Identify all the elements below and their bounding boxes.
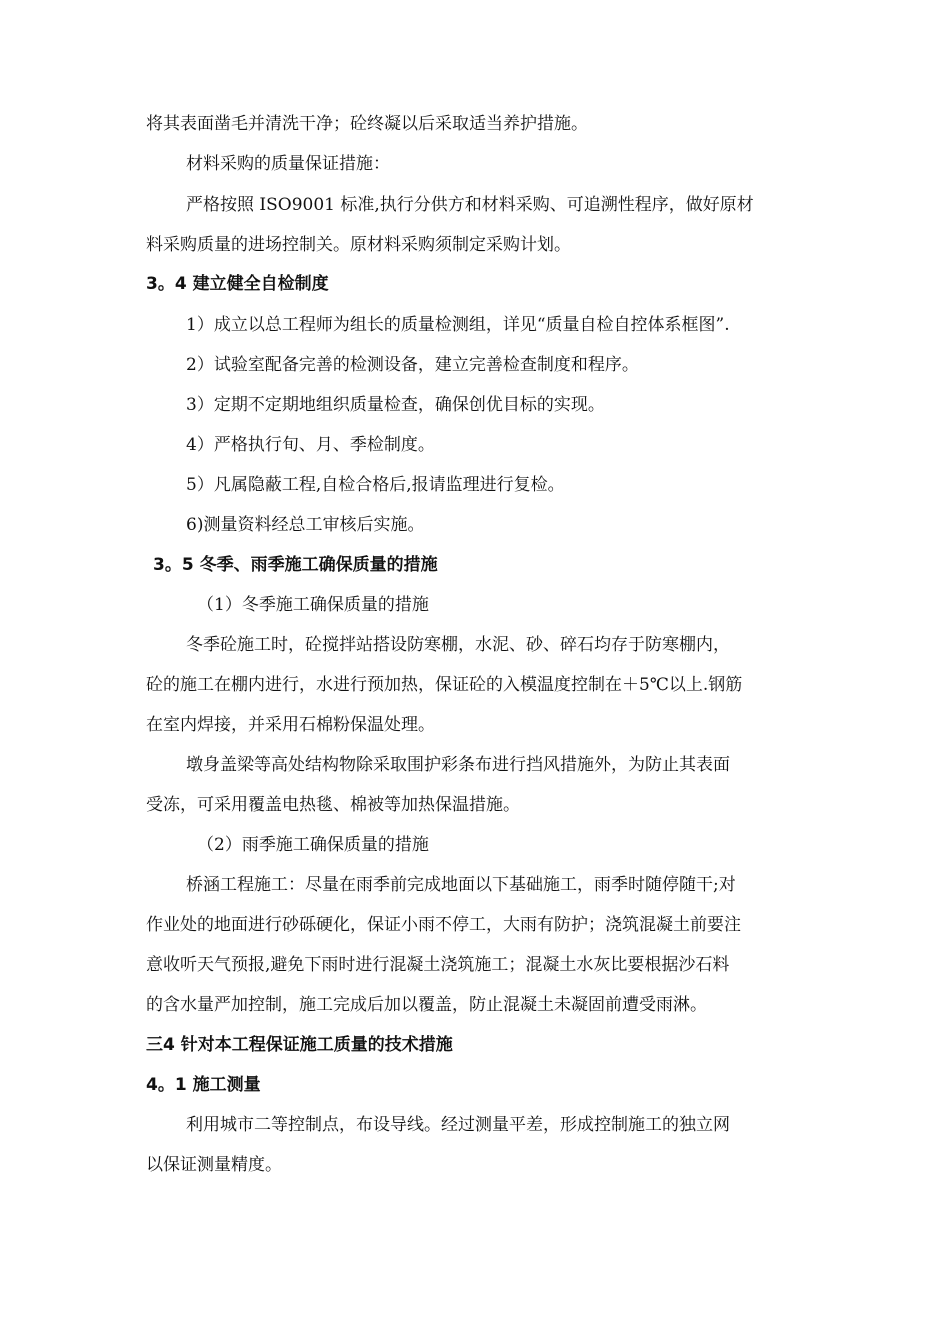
list-item: 3）定期不定期地组织质量检查，确保创优目标的实现。 [186,395,605,415]
paragraph-line: 砼的施工在棚内进行，水进行预加热，保证砼的入模温度控制在＋5℃以上.钢筋 [146,675,743,695]
paragraph-line: 利用城市二等控制点，布设导线。经过测量平差，形成控制施工的独立网 [186,1115,730,1135]
list-item: 2）试验室配备完善的检测设备，建立完善检查制度和程序。 [186,355,639,375]
paragraph-line: 严格按照 ISO9001 标准,执行分供方和材料采购、可追溯性程序，做好原材 [186,195,754,215]
section-heading: 4。1 施工测量 [146,1075,261,1095]
paragraph-line: 在室内焊接，并采用石棉粉保温处理。 [146,715,435,735]
paragraph-line: 的含水量严加控制，施工完成后加以覆盖，防止混凝土未凝固前遭受雨淋。 [146,995,707,1015]
paragraph-line: 料采购质量的进场控制关。原材料采购须制定采购计划。 [146,235,571,255]
paragraph-line: 将其表面凿毛并清洗干净；砼终凝以后采取适当养护措施。 [146,114,588,134]
paragraph-line: 材料采购的质量保证措施： [186,154,390,174]
section-heading: 3。5 冬季、雨季施工确保质量的措施 [153,555,438,575]
paragraph-line: 受冻，可采用覆盖电热毯、棉被等加热保温措施。 [146,795,520,815]
list-item: 4）严格执行旬、月、季检制度。 [186,435,435,455]
list-item: 1）成立以总工程师为组长的质量检测组，详见“质量自检自控体系框图”. [186,315,730,335]
list-item: 5）凡属隐蔽工程,自检合格后,报请监理进行复检。 [186,475,565,495]
chapter-heading: 三4 针对本工程保证施工质量的技术措施 [146,1035,453,1055]
paragraph-line: 意收听天气预报,避免下雨时进行混凝土浇筑施工；混凝土水灰比要根据沙石料 [146,955,730,975]
paragraph-line: 墩身盖梁等高处结构物除采取围护彩条布进行挡风措施外，为防止其表面 [186,755,730,775]
paragraph-line: 作业处的地面进行砂砾硬化，保证小雨不停工，大雨有防护；浇筑混凝土前要注 [146,915,741,935]
paragraph-line: 桥涵工程施工：尽量在雨季前完成地面以下基础施工，雨季时随停随干;对 [186,875,736,895]
paragraph-line: 以保证测量精度。 [146,1155,282,1175]
subsection-heading: （1）冬季施工确保质量的措施 [197,595,429,615]
list-item: 6)测量资料经总工审核后实施。 [186,515,425,535]
subsection-heading: （2）雨季施工确保质量的措施 [197,835,429,855]
section-heading: 3。4 建立健全自检制度 [146,274,329,294]
paragraph-line: 冬季砼施工时，砼搅拌站搭设防寒棚，水泥、砂、碎石均存于防寒棚内， [186,635,730,655]
